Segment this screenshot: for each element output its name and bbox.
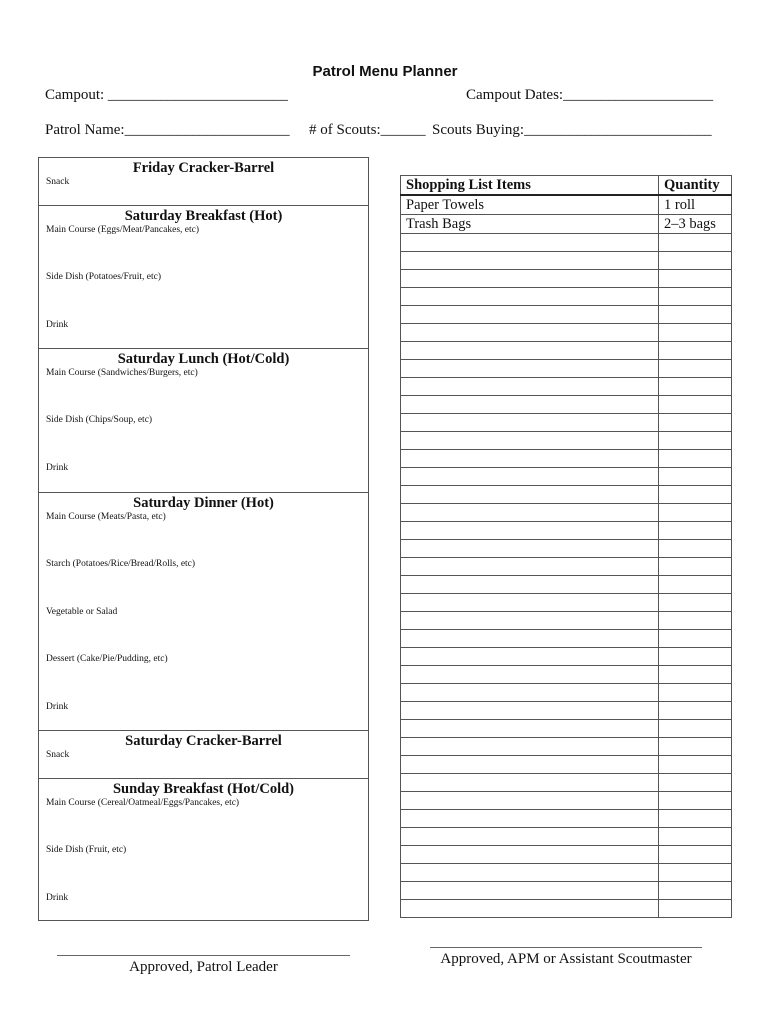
quantity-cell[interactable]: 2–3 bags [659,215,732,234]
shopping-item-cell[interactable] [401,576,659,594]
meal-title: Saturday Lunch (Hot/Cold) [117,351,290,367]
table-row [401,900,732,918]
shopping-item-cell[interactable] [401,270,659,288]
meal-saturday-breakfast [39,206,368,349]
quantity-cell[interactable] [659,342,732,360]
quantity-cell[interactable] [659,288,732,306]
quantity-cell[interactable] [659,630,732,648]
quantity-cell[interactable] [659,738,732,756]
table-row [401,504,732,522]
table-row [401,342,732,360]
table-row [401,288,732,306]
scouts-buying-field[interactable]: Scouts Buying:_________________________ [432,122,712,138]
shopping-item-cell[interactable] [401,360,659,378]
shopping-item-cell[interactable] [401,612,659,630]
shopping-item-cell[interactable] [401,342,659,360]
table-row [401,648,732,666]
meal-field-main-course[interactable]: Main Course (Sandwiches/Burgers, etc) [46,368,198,378]
table-row [401,594,732,612]
quantity-cell[interactable] [659,648,732,666]
quantity-cell[interactable] [659,432,732,450]
table-row [401,666,732,684]
meal-field-main-course[interactable]: Main Course (Meats/Pasta, etc) [46,512,166,522]
meal-field-snack[interactable]: Snack [46,750,70,760]
shopping-item-cell[interactable] [401,468,659,486]
shopping-item-cell[interactable] [401,882,659,900]
table-row [401,792,732,810]
meal-sunday-breakfast [39,779,368,920]
quantity-cell[interactable] [659,450,732,468]
meal-field-side-dish[interactable]: Side Dish (Fruit, etc) [46,845,127,855]
table-row [401,360,732,378]
shopping-item-cell[interactable] [401,702,659,720]
meal-saturday-cracker-barrel [39,731,368,779]
meal-field-vegetable[interactable]: Vegetable or Salad [46,607,118,617]
shopping-item-cell[interactable] [401,864,659,882]
quantity-cell[interactable] [659,666,732,684]
shopping-item-cell[interactable] [401,756,659,774]
table-row [401,450,732,468]
table-row [401,738,732,756]
shopping-item-cell[interactable] [401,900,659,918]
table-row [401,864,732,882]
shopping-item-cell[interactable] [401,558,659,576]
table-row [401,414,732,432]
campout-field[interactable]: Campout: ________________________ [45,87,288,103]
table-row [401,882,732,900]
meal-field-dessert[interactable]: Dessert (Cake/Pie/Pudding, etc) [46,654,168,664]
table-row [401,612,732,630]
meal-saturday-dinner [39,493,368,731]
table-row [401,270,732,288]
quantity-cell[interactable] [659,252,732,270]
patrol-leader-signature[interactable]: Approved, Patrol Leader [57,955,350,976]
shopping-item-cell[interactable] [401,774,659,792]
meal-title: Sunday Breakfast (Hot/Cold) [112,781,294,797]
shopping-item-cell[interactable] [401,594,659,612]
table-row [401,702,732,720]
shopping-item-cell[interactable] [401,486,659,504]
shopping-item-cell[interactable] [401,846,659,864]
shopping-item-cell[interactable] [401,522,659,540]
quantity-cell[interactable] [659,396,732,414]
shopping-item-cell[interactable] [401,324,659,342]
meal-title: Saturday Breakfast (Hot) [124,208,283,224]
shopping-item-cell[interactable] [401,252,659,270]
quantity-header: Quantity [659,176,732,196]
quantity-cell[interactable] [659,594,732,612]
quantity-cell[interactable] [659,774,732,792]
apm-signature[interactable]: Approved, APM or Assistant Scoutmaster [430,947,702,968]
patrol-name-field[interactable]: Patrol Name:______________________ [45,122,290,138]
quantity-cell[interactable] [659,306,732,324]
shopping-item-cell[interactable] [401,792,659,810]
table-row [401,540,732,558]
meal-title: Friday Cracker-Barrel [132,160,275,176]
shopping-item-cell[interactable] [401,648,659,666]
quantity-cell[interactable] [659,576,732,594]
table-row [401,486,732,504]
shopping-item-cell[interactable]: Trash Bags [401,215,659,234]
shopping-item-cell[interactable]: Paper Towels [401,195,659,215]
quantity-cell[interactable] [659,792,732,810]
table-row [401,846,732,864]
shopping-item-cell[interactable] [401,738,659,756]
quantity-cell[interactable] [659,486,732,504]
shopping-item-cell[interactable] [401,666,659,684]
table-row [401,576,732,594]
shopping-item-cell[interactable] [401,828,659,846]
quantity-cell[interactable] [659,612,732,630]
meal-title: Saturday Cracker-Barrel [125,733,282,749]
table-row [401,810,732,828]
quantity-cell[interactable] [659,810,732,828]
meal-field-snack[interactable]: Snack [46,177,70,187]
table-row [401,828,732,846]
meal-field-drink[interactable]: Drink [46,463,69,473]
quantity-cell[interactable] [659,270,732,288]
quantity-cell[interactable] [659,324,732,342]
shopping-item-cell[interactable] [401,414,659,432]
shopping-item-cell[interactable] [401,450,659,468]
quantity-cell[interactable] [659,846,732,864]
shopping-list-table [400,175,732,918]
quantity-cell[interactable]: 1 roll [659,195,732,215]
quantity-cell[interactable] [659,684,732,702]
page-title: Patrol Menu Planner [312,63,458,80]
table-row [401,306,732,324]
table-row [401,630,732,648]
quantity-cell[interactable] [659,378,732,396]
table-row [401,234,732,252]
meal-field-main-course[interactable]: Main Course (Cereal/Oatmeal/Eggs/Pancakes, etc) [46,798,240,808]
quantity-cell[interactable] [659,414,732,432]
quantity-cell[interactable] [659,504,732,522]
shopping-item-cell[interactable] [401,810,659,828]
meal-title: Saturday Dinner (Hot) [133,495,274,511]
quantity-cell[interactable] [659,360,732,378]
shopping-item-cell[interactable] [401,306,659,324]
num-scouts-field[interactable]: # of Scouts:______ [309,122,426,138]
shopping-item-cell[interactable] [401,396,659,414]
table-row [401,195,732,215]
quantity-cell[interactable] [659,702,732,720]
meal-friday-cracker-barrel [39,158,368,206]
shopping-item-cell[interactable] [401,288,659,306]
table-row [401,432,732,450]
quantity-cell[interactable] [659,900,732,918]
shopping-item-cell[interactable] [401,630,659,648]
table-row [401,252,732,270]
shopping-item-cell[interactable] [401,540,659,558]
table-row [401,774,732,792]
shopping-item-cell[interactable] [401,684,659,702]
quantity-cell[interactable] [659,234,732,252]
table-row [401,396,732,414]
table-row [401,215,732,234]
table-row [401,324,732,342]
quantity-cell[interactable] [659,540,732,558]
shopping-list-item-header: Shopping List Items [401,176,659,196]
shopping-item-cell[interactable] [401,720,659,738]
meal-saturday-lunch [39,349,368,493]
shopping-item-cell[interactable] [401,504,659,522]
meal-field-drink[interactable]: Drink [46,320,69,330]
quantity-cell[interactable] [659,720,732,738]
table-row [401,558,732,576]
meal-field-side-dish[interactable]: Side Dish (Chips/Soup, etc) [46,415,153,425]
shopping-item-cell[interactable] [401,234,659,252]
quantity-cell[interactable] [659,828,732,846]
campout-dates-field[interactable]: Campout Dates:____________________ [466,87,714,103]
table-row [401,756,732,774]
quantity-cell[interactable] [659,882,732,900]
quantity-cell[interactable] [659,864,732,882]
table-row [401,522,732,540]
meal-field-side-dish[interactable]: Side Dish (Potatoes/Fruit, etc) [46,272,162,282]
meal-field-drink[interactable]: Drink [46,702,69,712]
shopping-list-header-row [401,176,732,196]
shopping-item-cell[interactable] [401,378,659,396]
meal-field-main-course[interactable]: Main Course (Eggs/Meat/Pancakes, etc) [46,225,200,235]
quantity-cell[interactable] [659,756,732,774]
shopping-item-cell[interactable] [401,432,659,450]
quantity-cell[interactable] [659,468,732,486]
quantity-cell[interactable] [659,558,732,576]
quantity-cell[interactable] [659,522,732,540]
table-row [401,684,732,702]
meals-panel [38,157,369,921]
meal-field-drink[interactable]: Drink [46,893,69,903]
table-row [401,720,732,738]
table-row [401,468,732,486]
meal-field-starch[interactable]: Starch (Potatoes/Rice/Bread/Rolls, etc) [46,559,196,569]
table-row [401,378,732,396]
